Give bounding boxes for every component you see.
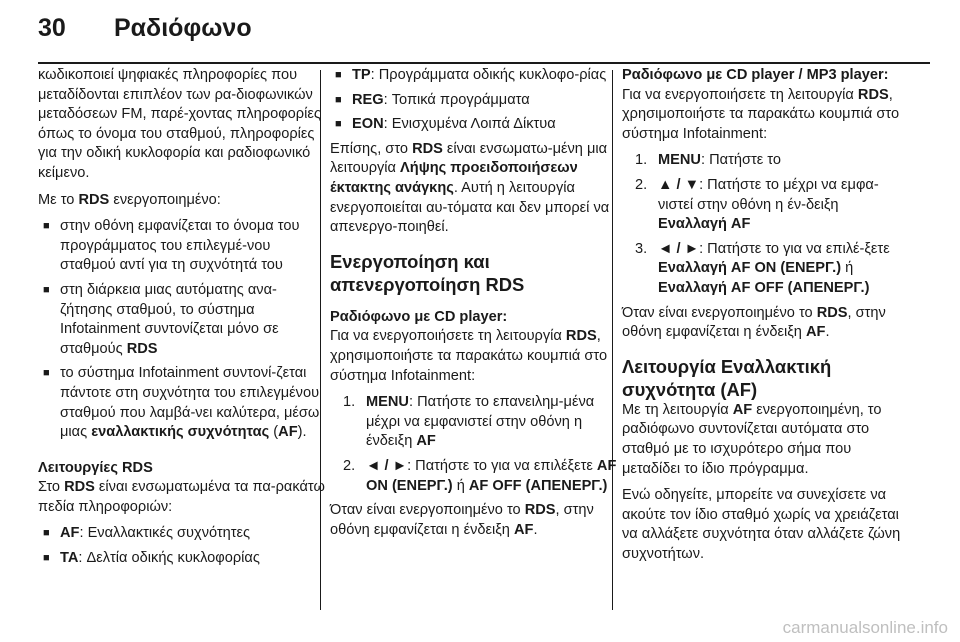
arrow-up-down-icon: ▲ / ▼	[658, 176, 700, 193]
paragraph-af-driving: Ενώ οδηγείτε, μπορείτε να συνεχίσετε να ακούτε τον ίδιο σταθμό χωρίς να χρειάζεται να αλλάξετε συχνότητα όταν αλλάζετε ζώνη συχνοτήτων.	[622, 487, 901, 562]
bullet-field-tp: ■ TP: Προγράμματα οδικής κυκλοφο-ρίας	[330, 66, 618, 86]
paragraph-rds-enabled: Με το RDS ενεργοποιημένο:	[38, 191, 221, 208]
paragraph-rds-intro: κωδικοποιεί ψηφιακές πληροφορίες που μεταδίδονται επιπλέον των ρα-διοφωνικών μεταδόσεων FM, παρέ-χοντας πληροφορίες όπως το όνομα του σταθμού, πληροφορίες για την οδική κυκλοφορία και ραδιοφωνικό κείμενο.	[38, 67, 321, 181]
step-item: 1. MENU: Πατήστε το	[635, 152, 781, 169]
column-3	[622, 66, 910, 571]
paragraph-rds-fields: Στο RDS είναι ενσωματωμένα τα πα-ρακάτω πεδία πληροφοριών:	[38, 479, 325, 515]
bullet-field-af: ■ AF: Εναλλακτικές συχνότητες	[38, 524, 326, 544]
subheading-cd-mp3-player: Ραδιόφωνο με CD player / MP3 player:	[622, 67, 889, 83]
watermark: carmanualsonline.info	[782, 618, 948, 637]
page-number: 30	[38, 14, 66, 42]
bullet-field-reg: ■ REG: Τοπικά προγράμματα	[330, 91, 618, 111]
step-item: 2. ▲ / ▼: Πατήστε το μέχρι να εμφα-νιστεί στην οθόνη η έν-δειξη Εναλλαγή AF	[635, 176, 879, 233]
page-title: Ραδιόφωνο	[114, 14, 252, 42]
header-rule	[38, 62, 930, 64]
arrow-left-right-icon: ◄ / ►	[658, 240, 700, 257]
step-item: 1. MENU: Πατήστε το επανειλημ-μένα μέχρι να εμφανιστεί στην οθόνη η ένδειξη AF	[343, 394, 595, 450]
subheading-rds-functions: Λειτουργίες RDS	[38, 459, 153, 476]
arrow-left-right-icon: ◄ / ►	[366, 457, 408, 474]
step-item: 3. ◄ / ►: Πατήστε το για να επιλέ-ξετε Εναλλαγή AF ON (ΕΝΕΡΓ.) ή Εναλλαγή AF OFF (ΑΠΕΝΕΡΓ.)	[635, 240, 890, 296]
paragraph-af-indicator: Όταν είναι ενεργοποιημένο το RDS, στην οθόνη εμφανίζεται η ένδειξη AF.	[330, 502, 594, 538]
column-2	[330, 66, 618, 547]
column-1	[38, 66, 326, 574]
bullet-item: ■ στην οθόνη εμφανίζεται το όνομα του προγράμματος του επιλεγμέ-νου σταθμού αντί για τη συχνότητά του	[38, 217, 326, 276]
step-item: 2. ◄ / ►: Πατήστε το για να επιλέξετε AF ON (ΕΝΕΡΓ.) ή AF OFF (ΑΠΕΝΕΡΓ.)	[343, 457, 617, 494]
heading-rds-toggle: Ενεργοποίηση και απενεργοποίηση RDS	[330, 250, 525, 295]
bullet-field-eon: ■ EON: Ενισχυμένα Λοιπά Δίκτυα	[330, 115, 618, 135]
paragraph-cd-activate: Για να ενεργοποιήσετε τη λειτουργία RDS, χρησιμοποιήστε τα παρακάτω κουμπιά στο σύστημα Infotainment:	[330, 328, 608, 384]
subheading-cd-player: Ραδιόφωνο με CD player:	[330, 308, 508, 325]
paragraph-emergency: Επίσης, στο RDS είναι ενσωματω-μένη μια λειτουργία Λήψης προειδοποιήσεων έκτακτης ανάγκης. Αυτή η λειτουργία ενεργοποιείται αυ-τόματα και δεν μπορεί να απενεργο-ποιηθεί.	[330, 140, 610, 236]
heading-af-function: Λειτουργία Εναλλακτική συχνότητα (AF)	[622, 355, 832, 400]
bullet-item: ■ στη διάρκεια μιας αυτόματης ανα-ζήτησης σταθμού, το σύστημα Infotainment συντονίζεται μόνο σε σταθμούς RDS	[38, 281, 326, 359]
paragraph-af-indicator: Όταν είναι ενεργοποιημένο το RDS, στην οθόνη εμφανίζεται η ένδειξη AF.	[622, 304, 886, 341]
paragraph-af-description: Με τη λειτουργία AF ενεργοποιημένη, το ραδιόφωνο συντονίζεται αυτόματα στο σταθμό με το ισχυρότερο σήμα που μεταδίδει το ίδιο πρόγραμμα.	[622, 401, 882, 477]
bullet-field-ta: ■ TA: Δελτία οδικής κυκλοφορίας	[38, 549, 326, 569]
paragraph-mp3-activate: Για να ενεργοποιήσετε τη λειτουργία RDS, χρησιμοποιήστε τα παρακάτω κουμπιά στο σύστημα Infotainment:	[622, 86, 900, 142]
bullet-item: ■ το σύστημα Infotainment συντονί-ζεται πάντοτε στη συχνότητα του επιλεγμένου σταθμού που λαμβά-νει καλύτερα, μέσω μιας εναλλακτικής συχνότητας (AF).	[38, 364, 326, 442]
